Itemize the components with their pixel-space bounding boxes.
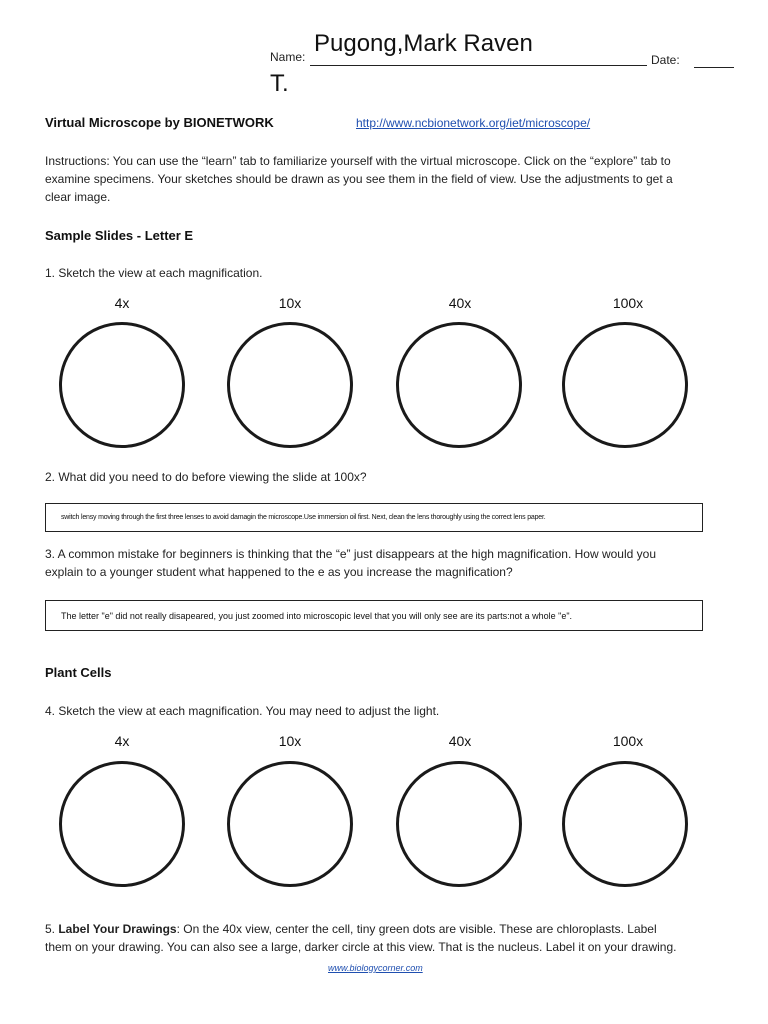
sketch-circle-40x[interactable] <box>396 322 522 448</box>
question-3 <box>45 545 745 581</box>
question-5-bold-label: Label Your Drawings <box>58 922 177 936</box>
section-heading-plant-cells: Plant Cells <box>45 665 112 680</box>
date-underline <box>694 67 734 68</box>
question-5-line-1 <box>45 920 745 938</box>
question-5-text: : On the 40x view, center the cell, tiny green dots are visible. These are chloroplasts. Label <box>176 922 657 936</box>
instructions-line-1: Instructions: You can use the “learn” tab to familiarize yourself with the virtual microscope. Click on the “explore” tab to <box>45 154 671 168</box>
page-title: Virtual Microscope by BIONETWORK <box>45 115 274 130</box>
answer-box-3[interactable] <box>45 600 703 631</box>
sketch-circle-4x[interactable] <box>59 322 185 448</box>
mag-label-4x: 4x <box>114 295 130 311</box>
plant-sketch-circle-40x[interactable] <box>396 761 522 887</box>
question-5-number: 5. <box>45 922 59 936</box>
plant-sketch-circle-4x[interactable] <box>59 761 185 887</box>
instructions <box>45 152 745 206</box>
question-3-line-1: 3. A common mistake for beginners is thinking that the “e” just disappears at the high magnification. How would you <box>45 547 656 561</box>
student-name: Pugong,Mark Raven <box>314 30 533 57</box>
question-1: 1. Sketch the view at each magnification. <box>45 266 263 280</box>
sketch-circle-10x[interactable] <box>227 322 353 448</box>
answer-2-text: switch lensy moving through the first three lenses to avoid damagin the microscope.Use immersion oil first. Next, clean the lens thoroughly using the correct lens paper. <box>61 514 546 521</box>
microscope-link[interactable]: http://www.ncbionetwork.org/iet/microscope/ <box>356 116 591 130</box>
mag-label-40x: 40x <box>448 295 472 311</box>
question-5 <box>45 920 745 956</box>
footer-link[interactable]: www.biologycorner.com <box>328 963 423 973</box>
answer-3-text: The letter "e" did not really disapeared, you just zoomed into microscopic level that you will only see are its parts:not a whole "e". <box>61 611 573 621</box>
sketch-circle-100x[interactable] <box>562 322 688 448</box>
instructions-line-2: examine specimens. Your sketches should be drawn as you see them in the field of view. Use the adjustments to get a <box>45 172 673 186</box>
name-label: Name: <box>270 50 306 64</box>
question-5-line-2: them on your drawing. You can also see a large, darker circle at this view. That is the nucleus. Label it on your drawing. <box>45 940 677 954</box>
plant-sketch-circle-10x[interactable] <box>227 761 353 887</box>
question-4: 4. Sketch the view at each magnification. You may need to adjust the light. <box>45 704 440 718</box>
date-label: Date: <box>651 53 680 67</box>
mag-label-40x-plant: 40x <box>448 733 472 749</box>
mag-label-10x-plant: 10x <box>278 733 302 749</box>
mag-label-10x: 10x <box>278 295 302 311</box>
student-name-continuation: T. <box>270 70 289 97</box>
section-heading-letter-e: Sample Slides - Letter E <box>45 228 194 243</box>
question-3-line-2: explain to a younger student what happened to the e as you increase the magnification? <box>45 565 513 579</box>
mag-label-4x-plant: 4x <box>114 733 130 749</box>
mag-label-100x: 100x <box>612 295 644 311</box>
name-underline <box>310 65 647 66</box>
plant-sketch-circle-100x[interactable] <box>562 761 688 887</box>
answer-box-2[interactable] <box>45 503 703 532</box>
question-2: 2. What did you need to do before viewing the slide at 100x? <box>45 470 367 484</box>
mag-label-100x-plant: 100x <box>612 733 644 749</box>
instructions-line-3: clear image. <box>45 190 111 204</box>
